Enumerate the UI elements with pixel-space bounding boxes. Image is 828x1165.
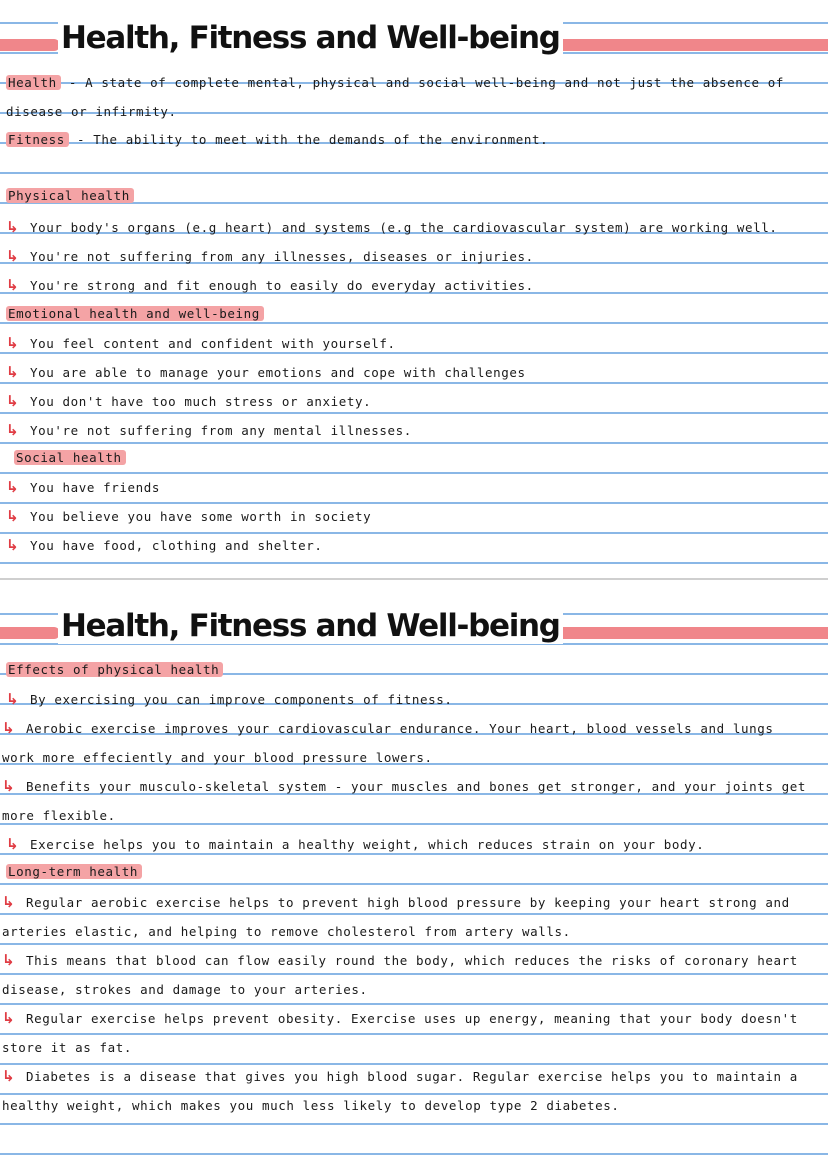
- arrow-hook-right-icon: ↳: [2, 1009, 16, 1027]
- list-item: [2, 888, 814, 946]
- health-def-text: - A state of complete mental, physical and social well-being and not just the absence of disease or infirmity.: [6, 75, 784, 119]
- list-item: [6, 218, 778, 236]
- page-title: Health, Fitness and Well-being: [58, 20, 563, 56]
- arrow-hook-right-icon: ↳: [6, 536, 20, 554]
- list-item: [2, 1004, 814, 1062]
- notes-page-2: [0, 588, 828, 1165]
- list-item-text: Regular aerobic exercise helps to prevent high blood pressure by keeping your heart strong and arteries elastic, and helping to remove cholesterol from artery walls.: [2, 895, 790, 939]
- arrow-hook-right-icon: ↳: [6, 247, 20, 265]
- arrow-hook-right-icon: ↳: [6, 835, 20, 853]
- list-item-text: Benefits your musculo-skeletal system - your muscles and bones get stronger, and your joints get more flexible.: [2, 779, 807, 823]
- title-bar-left: [0, 39, 60, 51]
- list-item: [6, 536, 323, 554]
- list-item-text: Regular exercise helps prevent obesity. Exercise uses up energy, meaning that your body doesn't store it as fat.: [2, 1011, 798, 1055]
- fitness-definition: [6, 132, 548, 147]
- health-definition: [6, 68, 818, 126]
- arrow-hook-right-icon: ↳: [6, 218, 20, 236]
- title-bar-right: [538, 627, 828, 639]
- arrow-hook-right-icon: ↳: [2, 893, 16, 911]
- list-item-text: You feel content and confident with yourself.: [30, 336, 396, 351]
- title-banner: [0, 20, 828, 64]
- effects-heading-text: Effects of physical health: [6, 662, 223, 677]
- list-item: [6, 690, 453, 708]
- list-item: [6, 507, 371, 525]
- physical-heading-text: Physical health: [6, 188, 134, 203]
- arrow-hook-right-icon: ↳: [6, 392, 20, 410]
- emotional-heading: [6, 306, 264, 321]
- arrow-hook-right-icon: ↳: [6, 478, 20, 496]
- arrow-hook-right-icon: ↳: [2, 951, 16, 969]
- longterm-heading: [6, 864, 142, 879]
- list-item-text: You are able to manage your emotions and cope with challenges: [30, 365, 526, 380]
- list-item-text: This means that blood can flow easily round the body, which reduces the risks of coronary heart disease, strokes and damage to your arteries.: [2, 953, 798, 997]
- list-item: [6, 421, 412, 439]
- page-title: Health, Fitness and Well-being: [58, 608, 563, 644]
- list-item: [6, 392, 371, 410]
- arrow-hook-right-icon: ↳: [6, 334, 20, 352]
- longterm-heading-text: Long-term health: [6, 864, 142, 879]
- social-heading-text: Social health: [14, 450, 126, 465]
- list-item-text: You're strong and fit enough to easily do everyday activities.: [30, 278, 534, 293]
- fitness-term: Fitness: [6, 132, 69, 147]
- list-item-text: Your body's organs (e.g heart) and systems (e.g the cardiovascular system) are working well.: [30, 220, 778, 235]
- social-heading: [14, 450, 126, 465]
- title-bar-right: [538, 39, 828, 51]
- list-item: [6, 334, 396, 352]
- list-item-text: Exercise helps you to maintain a healthy weight, which reduces strain on your body.: [30, 837, 705, 852]
- arrow-hook-right-icon: ↳: [6, 507, 20, 525]
- arrow-hook-right-icon: ↳: [2, 719, 16, 737]
- list-item-text: Aerobic exercise improves your cardiovascular endurance. Your heart, blood vessels and lungs work more effeciently and your blood pressure lowers.: [2, 721, 774, 765]
- list-item-text: By exercising you can improve components of fitness.: [30, 692, 453, 707]
- list-item-text: You have friends: [30, 480, 161, 495]
- list-item: [2, 1062, 814, 1120]
- list-item-text: You're not suffering from any illnesses, diseases or injuries.: [30, 249, 534, 264]
- list-item: [2, 946, 814, 1004]
- physical-heading: [6, 188, 134, 203]
- fitness-def-text: - The ability to meet with the demands of the environment.: [68, 132, 549, 147]
- arrow-hook-right-icon: ↳: [2, 777, 16, 795]
- arrow-hook-right-icon: ↳: [2, 1067, 16, 1085]
- list-item: [6, 276, 534, 294]
- list-item: [2, 714, 814, 772]
- effects-heading: [6, 662, 223, 677]
- list-item-text: Diabetes is a disease that gives you high blood sugar. Regular exercise helps you to maintain a healthy weight, which makes you much less likely to develop type 2 diabetes.: [2, 1069, 798, 1113]
- arrow-hook-right-icon: ↳: [6, 690, 20, 708]
- list-item-text: You're not suffering from any mental illnesses.: [30, 423, 412, 438]
- emotional-heading-text: Emotional health and well-being: [6, 306, 264, 321]
- list-item-text: You believe you have some worth in society: [30, 509, 372, 524]
- title-banner: [0, 608, 828, 652]
- title-bar-left: [0, 627, 60, 639]
- list-item: [2, 772, 814, 830]
- arrow-hook-right-icon: ↳: [6, 421, 20, 439]
- list-item: [6, 835, 704, 853]
- list-item-text: You have food, clothing and shelter.: [30, 538, 323, 553]
- list-item: [6, 478, 160, 496]
- arrow-hook-right-icon: ↳: [6, 276, 20, 294]
- health-term: Health: [6, 75, 61, 90]
- arrow-hook-right-icon: ↳: [6, 363, 20, 381]
- list-item-text: You don't have too much stress or anxiety.: [30, 394, 372, 409]
- notes-page-1: [0, 0, 828, 578]
- list-item: [6, 247, 534, 265]
- list-item: [6, 363, 526, 381]
